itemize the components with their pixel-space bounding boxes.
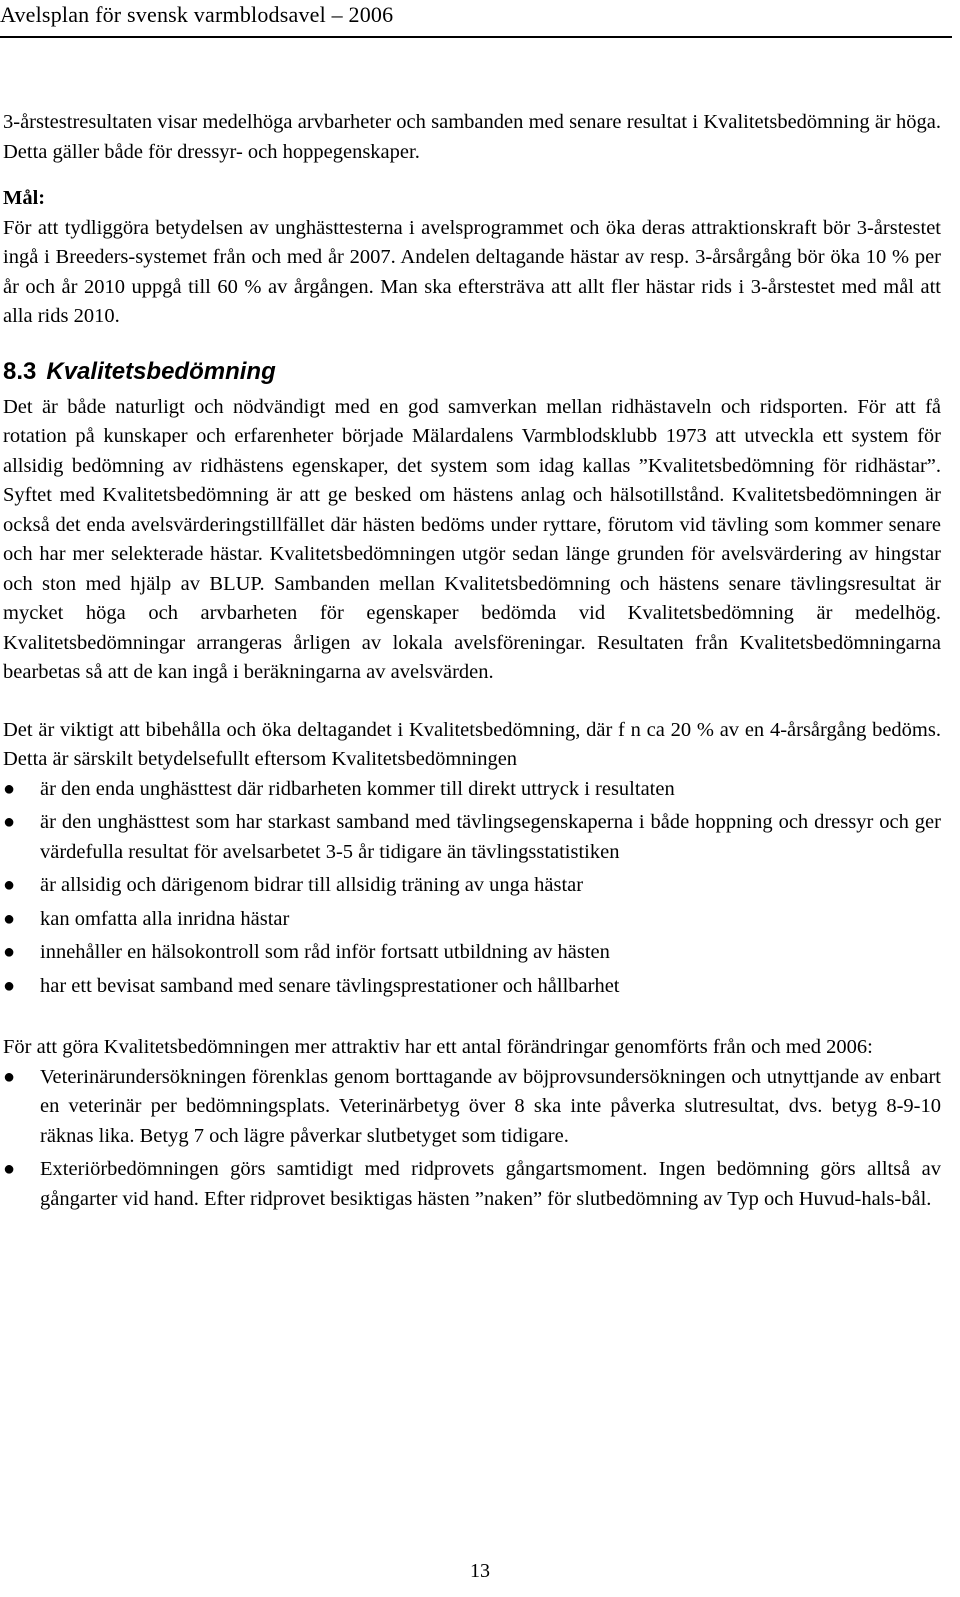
section-title: Kvalitetsbedömning xyxy=(46,357,276,385)
bullet-icon: ● xyxy=(3,1065,16,1088)
list-item-text: är den unghästtest som har starkast samband med tävlingsegenskaperna i både hoppning och dressyr och ger värdefulla resultat för avelsarbetet 3-5 år tidigare än tävlingsstatistiken xyxy=(40,811,941,863)
bullet-icon: ● xyxy=(3,941,16,963)
list-item xyxy=(3,1155,941,1214)
list-item-text: är allsidig och därigenom bidrar till allsidig träning av unga hästar xyxy=(40,874,584,896)
list-item xyxy=(3,775,941,805)
list-item-text: innehåller en hälsokontroll som råd inför fortsatt utbildning av hästen xyxy=(40,941,610,963)
list-item xyxy=(3,1063,941,1152)
importance-paragraph: Det är viktigt att bibehålla och öka deltagandet i Kvalitetsbedömning, där f n ca 20 % av en 4-årsårgång bedöms. Detta är särskilt betydelsefullt eftersom Kvalitetsbedömningen xyxy=(3,718,941,770)
bullet-icon: ● xyxy=(3,874,16,896)
section-paragraph: Det är både naturligt och nödvändigt med en god samverkan mellan ridhästaveln och ridsporten. För att få rotation på kunskaper och erfarenheter började Mälardalens Varmblodsklubb 1973 att utveckla ett system för allsidig bedömning av ridhästens egenskaper, det system som idag kallas ”Kvalitetsbedömning för ridhästar”. Syftet med Kvalitetsbedömning är att ge besked om hästens anlag och hälsotillstånd. Kvalitetsbedömningen är också det enda avelsvärderingstillfället där hästen bedöms under ryttare, förutom vid tävling som kommer senare och har mer selekterade hästar. Kvalitetsbedömningen utgör sedan länge grunden för avelsvärdering av hingstar och ston med hjälp av BLUP. Sambanden mellan Kvalitetsbedömning och hästens senare tävlingsresultat är mycket höga och arvbarheten för egenskaper bedömda vid Kvalitetsbedömning är medelhög. Kvalitetsbedömningar arrangeras årligen av lokala avelsföreningar. Resultaten från Kvalitetsbedömningarna bearbetas så att de kan ingå i beräkningarna av avelsvärden. xyxy=(3,395,941,683)
document-body xyxy=(3,108,941,1218)
section-number: 8.3 xyxy=(3,357,37,385)
intro-paragraph: 3-årstestresultaten visar medelhöga arvbarheter och sambanden med senare resultat i Kvalitetsbedömning är höga. Detta gäller både för dressyr- och hoppegenskaper. xyxy=(3,111,941,163)
running-header: Avelsplan för svensk varmblodsavel – 2006 xyxy=(0,2,394,27)
list-item-text: är den enda unghästtest där ridbarheten kommer till direkt uttryck i resultaten xyxy=(40,777,675,800)
list-item-text: kan omfatta alla inridna hästar xyxy=(40,907,290,930)
changes-list xyxy=(3,1063,941,1215)
goal-paragraph: För att tydliggöra betydelsen av unghästtesterna i avelsprogrammet och öka deras attraktionskraft bör 3-årstestet ingå i Breeders-systemet från och med år 2007. Andelen deltagande hästar av resp. 3-årsårgång bör öka 10 % per år och år 2010 uppgå till 60 % av årgången. Man ska eftersträva att allt fler hästar rids i 3-årstestet med mål att alla rids 2010. xyxy=(3,216,941,327)
bullet-icon: ● xyxy=(3,1158,16,1180)
bullet-icon: ● xyxy=(3,777,16,800)
list-item-text: Veterinärundersökningen förenklas genom borttagande av böjprovsundersökningen och utnyttjande av enbart en veterinär per bedömningsplats. Veterinärbetyg över 8 ska inte påverka slutresultat, dvs. betyg 8-9-10 räknas lika. Betyg 7 och lägre påverkar slutbetyget som tidigare. xyxy=(40,1065,941,1147)
list-item-text: har ett bevisat samband med senare tävlingsprestationer och hållbarhet xyxy=(40,974,620,997)
importance-list xyxy=(3,775,941,1002)
list-item xyxy=(3,938,941,968)
list-item xyxy=(3,972,941,1002)
header-divider xyxy=(0,36,952,38)
list-item xyxy=(3,905,941,935)
changes-paragraph: För att göra Kvalitetsbedömningen mer attraktiv har ett antal förändringar genomförts från och med 2006: xyxy=(3,1036,873,1058)
list-item xyxy=(3,871,941,901)
list-item-text: Exteriörbedömningen görs samtidigt med ridprovets gångartsmoment. Ingen bedömning görs alltså av gångarter vid hand. Efter ridprovet besiktigas hästen ”naken” för slutbedömning av Typ och Huvud-hals-bål. xyxy=(40,1158,941,1210)
bullet-icon: ● xyxy=(3,907,16,930)
bullet-icon: ● xyxy=(3,974,16,997)
goal-label: Mål: xyxy=(3,187,46,209)
list-item xyxy=(3,808,941,867)
page-number: 13 xyxy=(470,1560,490,1582)
bullet-icon: ● xyxy=(3,811,16,833)
section-heading xyxy=(3,357,941,387)
